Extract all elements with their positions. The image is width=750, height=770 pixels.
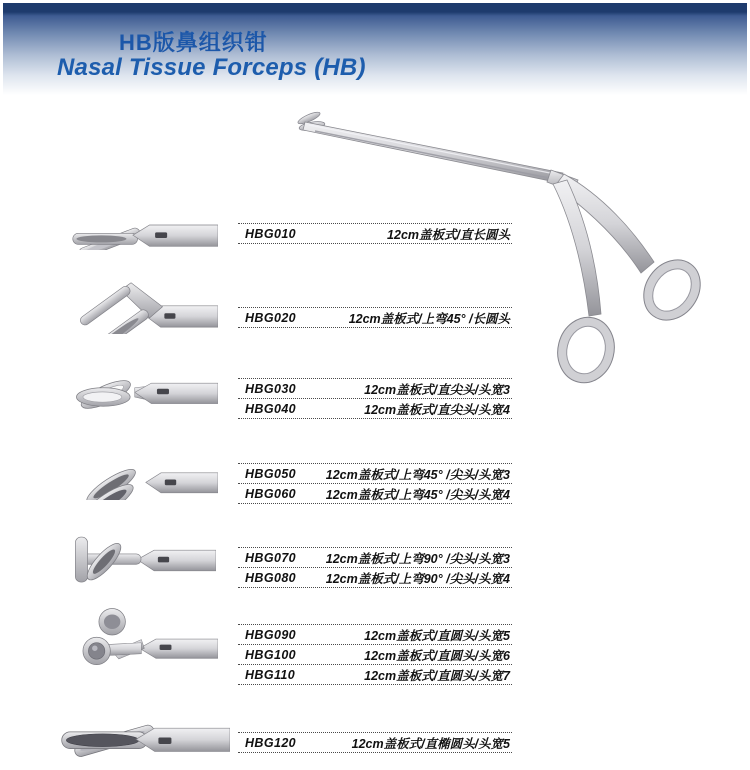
product-group-5 xyxy=(238,547,512,588)
product-group-1 xyxy=(238,223,512,244)
table-row xyxy=(238,644,512,664)
upper-cup xyxy=(99,609,125,635)
product-code: HBG100 xyxy=(245,647,297,662)
forceps-tip-photo-hbg090 xyxy=(72,606,218,674)
table-row xyxy=(238,307,512,328)
shaft-slot xyxy=(158,557,169,563)
product-desc: 12cm盖板式/直圆头/头宽5 xyxy=(364,628,510,643)
product-desc: 12cm盖板式/直尖头/头宽4 xyxy=(364,402,510,417)
table-row xyxy=(238,547,512,567)
tip-shaft xyxy=(135,383,218,403)
forceps-tip-photo-hbg070 xyxy=(66,516,216,590)
product-code: HBG090 xyxy=(245,627,297,642)
product-desc: 12cm盖板式/直椭圆头/头宽5 xyxy=(351,736,510,751)
shaft-highlight xyxy=(309,125,555,174)
product-desc: 12cm盖板式/直圆头/头宽7 xyxy=(364,668,510,683)
forceps-tip-photo-hbg030 xyxy=(70,354,218,416)
product-code: HBG060 xyxy=(245,486,297,501)
product-group-3 xyxy=(238,378,512,419)
product-desc: 12cm盖板式/上弯90° /尖头/头宽4 xyxy=(325,571,510,586)
product-code: HBG050 xyxy=(245,466,297,481)
lower-cup xyxy=(83,637,110,664)
tip-shaft xyxy=(137,550,216,571)
table-row xyxy=(238,624,512,644)
shaft-actuator-line xyxy=(315,131,549,178)
product-desc: 12cm盖板式/上弯45° /尖头/头宽4 xyxy=(325,487,510,502)
tip-shaft xyxy=(133,225,218,246)
forceps-tip-photo-hbg010 xyxy=(70,200,218,250)
table-row xyxy=(238,398,512,419)
product-desc: 12cm盖板式/直长圆头 xyxy=(387,227,510,242)
shaft-slot xyxy=(155,232,167,238)
product-desc: 12cm盖板式/直尖头/头宽3 xyxy=(364,382,510,397)
product-group-7 xyxy=(238,732,512,753)
page-title-en: Nasal Tissue Forceps (HB) xyxy=(57,54,366,81)
forceps-finger-ring-lower xyxy=(551,311,621,386)
tip-shaft xyxy=(140,639,218,658)
product-desc: 12cm盖板式/直圆头/头宽6 xyxy=(364,648,510,663)
shaft-slot xyxy=(158,737,171,744)
product-group-2 xyxy=(238,307,512,328)
lower-jaw xyxy=(62,732,148,749)
table-row xyxy=(238,463,512,483)
forceps-tip-photo-hbg050 xyxy=(66,440,218,500)
product-code: HBG040 xyxy=(245,401,297,416)
product-group-6 xyxy=(238,624,512,685)
product-code: HBG010 xyxy=(245,226,297,241)
product-code: HBG070 xyxy=(245,550,297,565)
product-code: HBG110 xyxy=(245,667,296,682)
upper-jaw xyxy=(79,285,132,327)
shaft-slot xyxy=(164,313,175,319)
table-row xyxy=(238,732,512,753)
table-row xyxy=(238,483,512,504)
forceps-full-photo xyxy=(283,108,715,386)
forceps-tip-photo-hbg120 xyxy=(58,698,230,762)
tip-shaft xyxy=(146,473,218,493)
table-row xyxy=(238,223,512,244)
lower-jaw-loop xyxy=(76,388,130,407)
lower-cup-arm xyxy=(107,643,142,656)
vertical-jaw xyxy=(75,537,87,582)
table-row xyxy=(238,567,512,588)
product-desc: 12cm盖板式/上弯90° /尖头/头宽3 xyxy=(325,551,510,566)
product-code: HBG020 xyxy=(245,310,297,325)
product-desc: 12cm盖板式/上弯45° /长圆头 xyxy=(348,311,510,326)
forceps-tip-photo-hbg020 xyxy=(70,274,218,334)
shaft-slot xyxy=(157,389,169,395)
page-title-zh: HB版鼻组织钳 xyxy=(119,30,268,55)
lower-jaw-cup xyxy=(76,235,126,242)
tip-shaft xyxy=(136,728,230,751)
product-group-4 xyxy=(238,463,512,504)
table-row xyxy=(238,664,512,685)
table-row xyxy=(238,378,512,398)
shaft-slot xyxy=(165,480,176,486)
shaft-slot xyxy=(160,645,172,650)
product-desc: 12cm盖板式/上弯45° /尖头/头宽3 xyxy=(325,467,510,482)
product-code: HBG120 xyxy=(245,735,297,750)
product-code: HBG080 xyxy=(245,570,297,585)
product-code: HBG030 xyxy=(245,381,297,396)
